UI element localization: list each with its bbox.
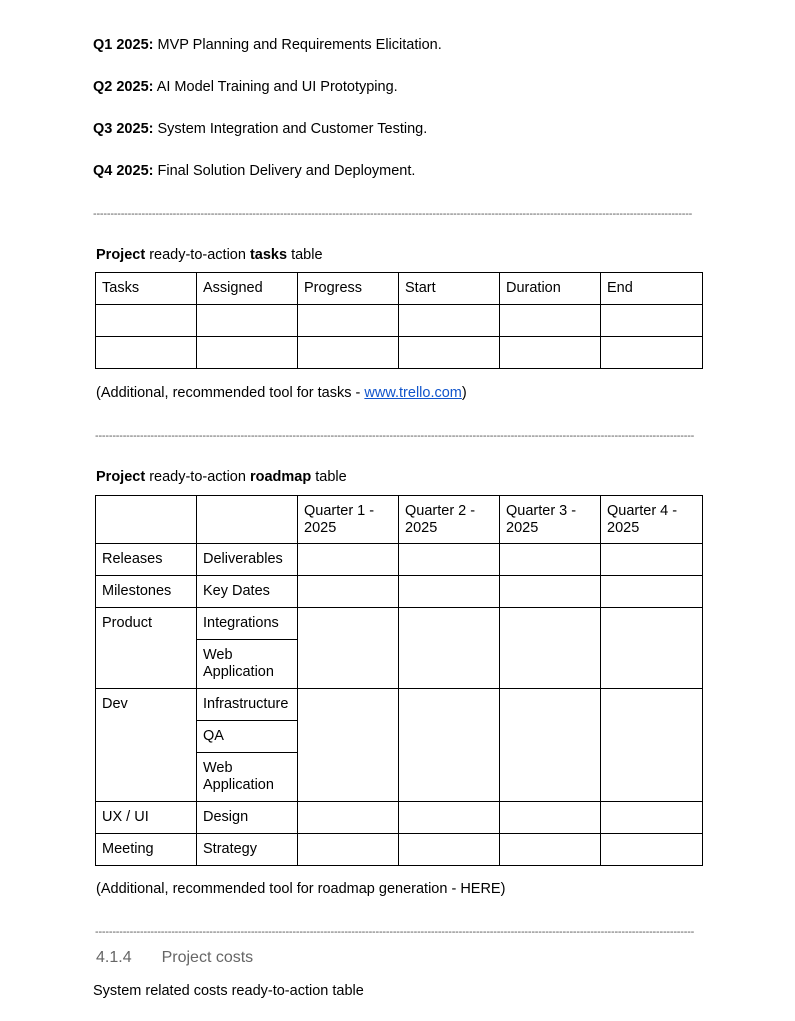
quarter-header-cell: Quarter 4 - 2025 xyxy=(601,496,703,544)
table-cell[interactable] xyxy=(96,337,197,369)
table-cell[interactable] xyxy=(96,496,197,544)
quarter-line-1 xyxy=(93,37,442,53)
table-cell[interactable] xyxy=(298,802,399,834)
row-category: UX / UI xyxy=(96,802,197,834)
table-row xyxy=(96,689,703,721)
row-category: Dev xyxy=(96,689,197,802)
row-item: Deliverables xyxy=(197,544,298,576)
table-cell[interactable] xyxy=(500,608,601,689)
table-cell[interactable] xyxy=(298,608,399,689)
table-cell[interactable] xyxy=(601,802,703,834)
table-cell[interactable] xyxy=(500,305,601,337)
table-cell[interactable] xyxy=(500,337,601,369)
table-header-cell: Duration xyxy=(500,273,601,305)
table-cell[interactable] xyxy=(197,305,298,337)
table-cell[interactable] xyxy=(298,834,399,866)
quarter-header-cell: Quarter 2 - 2025 xyxy=(399,496,500,544)
tasks-table xyxy=(95,272,703,369)
section-heading xyxy=(96,949,253,967)
table-cell[interactable] xyxy=(601,834,703,866)
roadmap-table-caption: Project ready-to-action roadmap table xyxy=(96,469,347,485)
row-item: QA xyxy=(197,721,298,753)
table-cell[interactable] xyxy=(500,802,601,834)
table-cell[interactable] xyxy=(399,337,500,369)
row-item: Infrastructure xyxy=(197,689,298,721)
table-cell[interactable] xyxy=(197,337,298,369)
row-item: Design xyxy=(197,802,298,834)
row-category: Milestones xyxy=(96,576,197,608)
table-cell[interactable] xyxy=(399,802,500,834)
table-header-cell: Tasks xyxy=(96,273,197,305)
quarter-label: Q1 2025: xyxy=(93,37,154,53)
quarter-label: Q3 2025: xyxy=(93,121,154,137)
table-cell[interactable] xyxy=(298,689,399,802)
table-row xyxy=(96,544,703,576)
table-cell[interactable] xyxy=(601,608,703,689)
table-header-cell: Assigned xyxy=(197,273,298,305)
table-cell[interactable] xyxy=(601,689,703,802)
separator-line xyxy=(95,430,697,442)
table-cell[interactable] xyxy=(399,305,500,337)
table-cell[interactable] xyxy=(96,305,197,337)
quarter-text: System Integration and Customer Testing. xyxy=(153,121,428,137)
quarter-label: Q2 2025: xyxy=(93,79,154,95)
table-cell[interactable] xyxy=(601,337,703,369)
quarter-label: Q4 2025: xyxy=(93,163,154,179)
table-cell[interactable] xyxy=(500,544,601,576)
table-row xyxy=(96,834,703,866)
table-header-row xyxy=(96,273,703,305)
table-cell[interactable] xyxy=(500,834,601,866)
row-category: Product xyxy=(96,608,197,689)
row-item: Integrations xyxy=(197,608,298,640)
roadmap-table xyxy=(95,495,703,866)
costs-table-caption: System related costs ready-to-action table xyxy=(93,983,364,999)
table-cell[interactable] xyxy=(399,834,500,866)
table-header-cell: End xyxy=(601,273,703,305)
quarter-text: Final Solution Delivery and Deployment. xyxy=(153,163,416,179)
table-row xyxy=(96,576,703,608)
table-cell[interactable] xyxy=(601,305,703,337)
row-item: Strategy xyxy=(197,834,298,866)
roadmap-tool-note: (Additional, recommended tool for roadmap generation - HERE) xyxy=(96,881,506,897)
table-cell[interactable] xyxy=(298,576,399,608)
trello-link[interactable]: www.trello.com xyxy=(364,385,462,401)
table-cell[interactable] xyxy=(399,576,500,608)
table-cell[interactable] xyxy=(399,608,500,689)
tasks-table-caption: Project ready-to-action tasks table xyxy=(96,247,323,263)
table-header-row xyxy=(96,496,703,544)
table-cell[interactable] xyxy=(601,544,703,576)
table-header-cell: Progress xyxy=(298,273,399,305)
table-cell[interactable] xyxy=(197,496,298,544)
table-cell[interactable] xyxy=(500,576,601,608)
table-cell[interactable] xyxy=(298,544,399,576)
table-cell[interactable] xyxy=(601,576,703,608)
table-row xyxy=(96,608,703,640)
table-row xyxy=(96,802,703,834)
row-item: Key Dates xyxy=(197,576,298,608)
table-cell[interactable] xyxy=(298,337,399,369)
table-row xyxy=(96,337,703,369)
section-title: Project costs xyxy=(161,949,254,966)
quarter-header-cell: Quarter 1 - 2025 xyxy=(298,496,399,544)
row-item: Web Application xyxy=(197,640,298,689)
quarter-header-cell: Quarter 3 - 2025 xyxy=(500,496,601,544)
tasks-tool-note: (Additional, recommended tool for tasks - www.trello.com) xyxy=(96,385,467,401)
separator-line xyxy=(93,208,695,220)
table-cell[interactable] xyxy=(399,544,500,576)
quarter-text: AI Model Training and UI Prototyping. xyxy=(153,79,398,95)
quarter-line-4 xyxy=(93,163,415,179)
table-cell[interactable] xyxy=(500,689,601,802)
table-cell[interactable] xyxy=(298,305,399,337)
table-row xyxy=(96,305,703,337)
row-category: Meeting xyxy=(96,834,197,866)
row-item: Web Application xyxy=(197,753,298,802)
row-category: Releases xyxy=(96,544,197,576)
quarter-line-3 xyxy=(93,121,427,137)
table-cell[interactable] xyxy=(399,689,500,802)
quarter-line-2 xyxy=(93,79,398,95)
section-number: 4.1.4 xyxy=(96,949,132,966)
separator-line xyxy=(95,926,697,938)
quarter-text: MVP Planning and Requirements Elicitation. xyxy=(153,37,442,53)
table-header-cell: Start xyxy=(399,273,500,305)
